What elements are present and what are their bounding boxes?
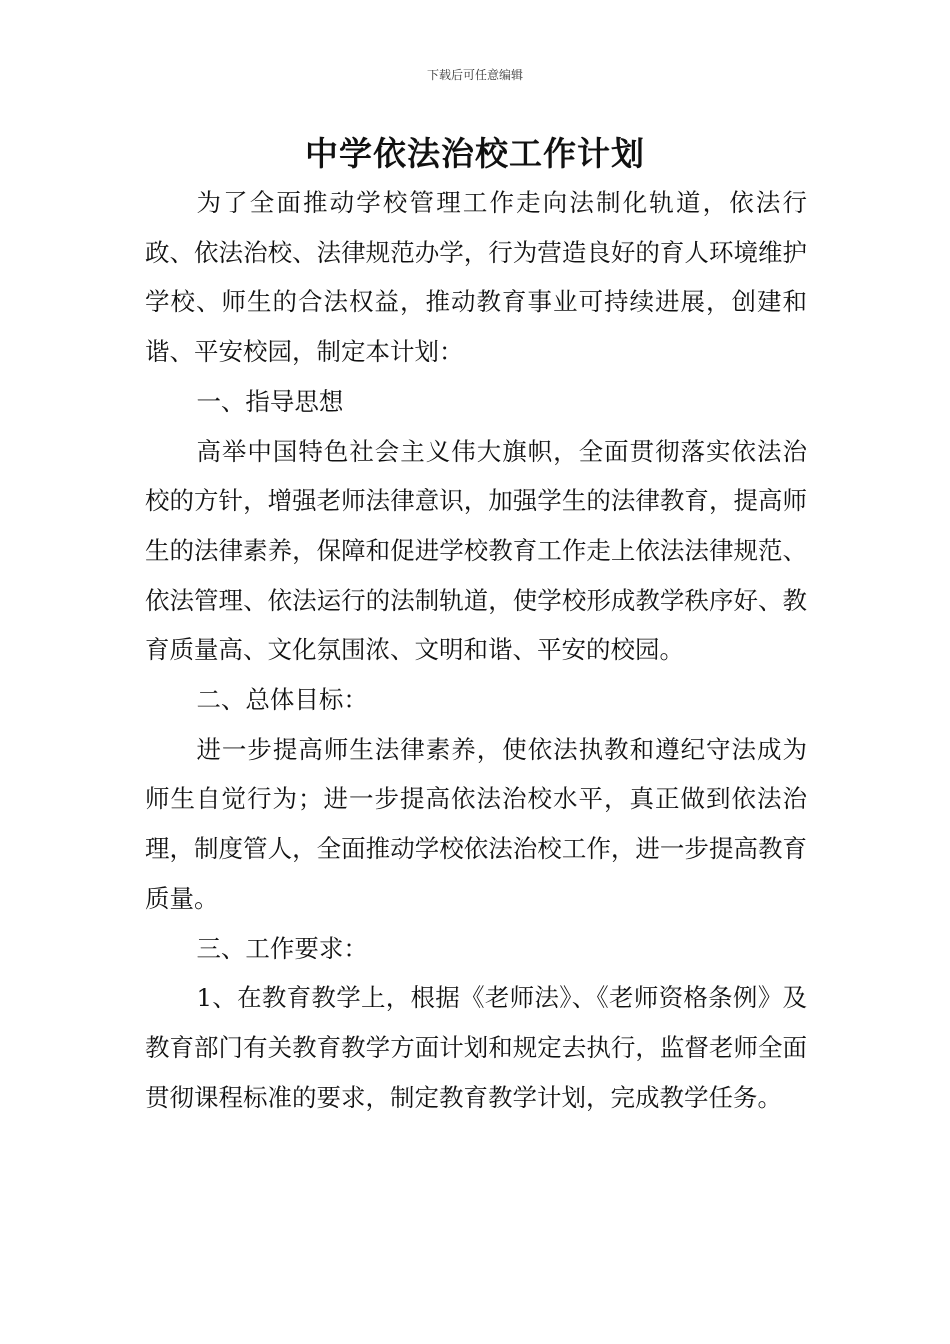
header-note: 下载后可任意编辑 — [426, 68, 523, 82]
work-requirement-item-1: 1、在教育教学上，根据《老师法》、《老师资格条例》及教育部门有关教育教学方面计划和规定去执行，监督老师全面贯彻课程标准的要求，制定教育教学计划，完成教学任务。 — [145, 983, 807, 1112]
section-heading-guiding-ideology: 一、指导思想 — [196, 386, 344, 416]
guiding-ideology-paragraph: 高举中国特色社会主义伟大旗帜，全面贯彻落实依法治校的方针，增强老师法律意识，加强学生的法律教育，提高师生的法律素养，保障和促进学校教育工作走上依法法律规范、依法管理、依法运行的法制轨道，使学校形成教学秩序好、教育质量高、文化氛围浓、文明和谐、平安的校园。 — [145, 436, 807, 665]
intro-paragraph: 为了全面推动学校管理工作走向法制化轨道，依法行政、依法治校、法律规范办学，行为营造良好的育人环境维护学校、师生的合法权益，推动教育事业可持续进展，创建和谐、平安校园，制定本计划： — [145, 188, 807, 367]
document-body — [145, 178, 807, 1122]
overall-goal-paragraph: 进一步提高师生法律素养，使依法执教和遵纪守法成为师生自觉行为；进一步提高依法治校水平，真正做到依法治理，制度管人，全面推动学校依法治校工作，进一步提高教育质量。 — [145, 734, 807, 913]
document-title: 中学依法治校工作计划 — [305, 134, 645, 173]
section-heading-overall-goal: 二、总体目标： — [196, 685, 368, 715]
section-heading-work-requirements: 三、工作要求： — [196, 933, 368, 963]
